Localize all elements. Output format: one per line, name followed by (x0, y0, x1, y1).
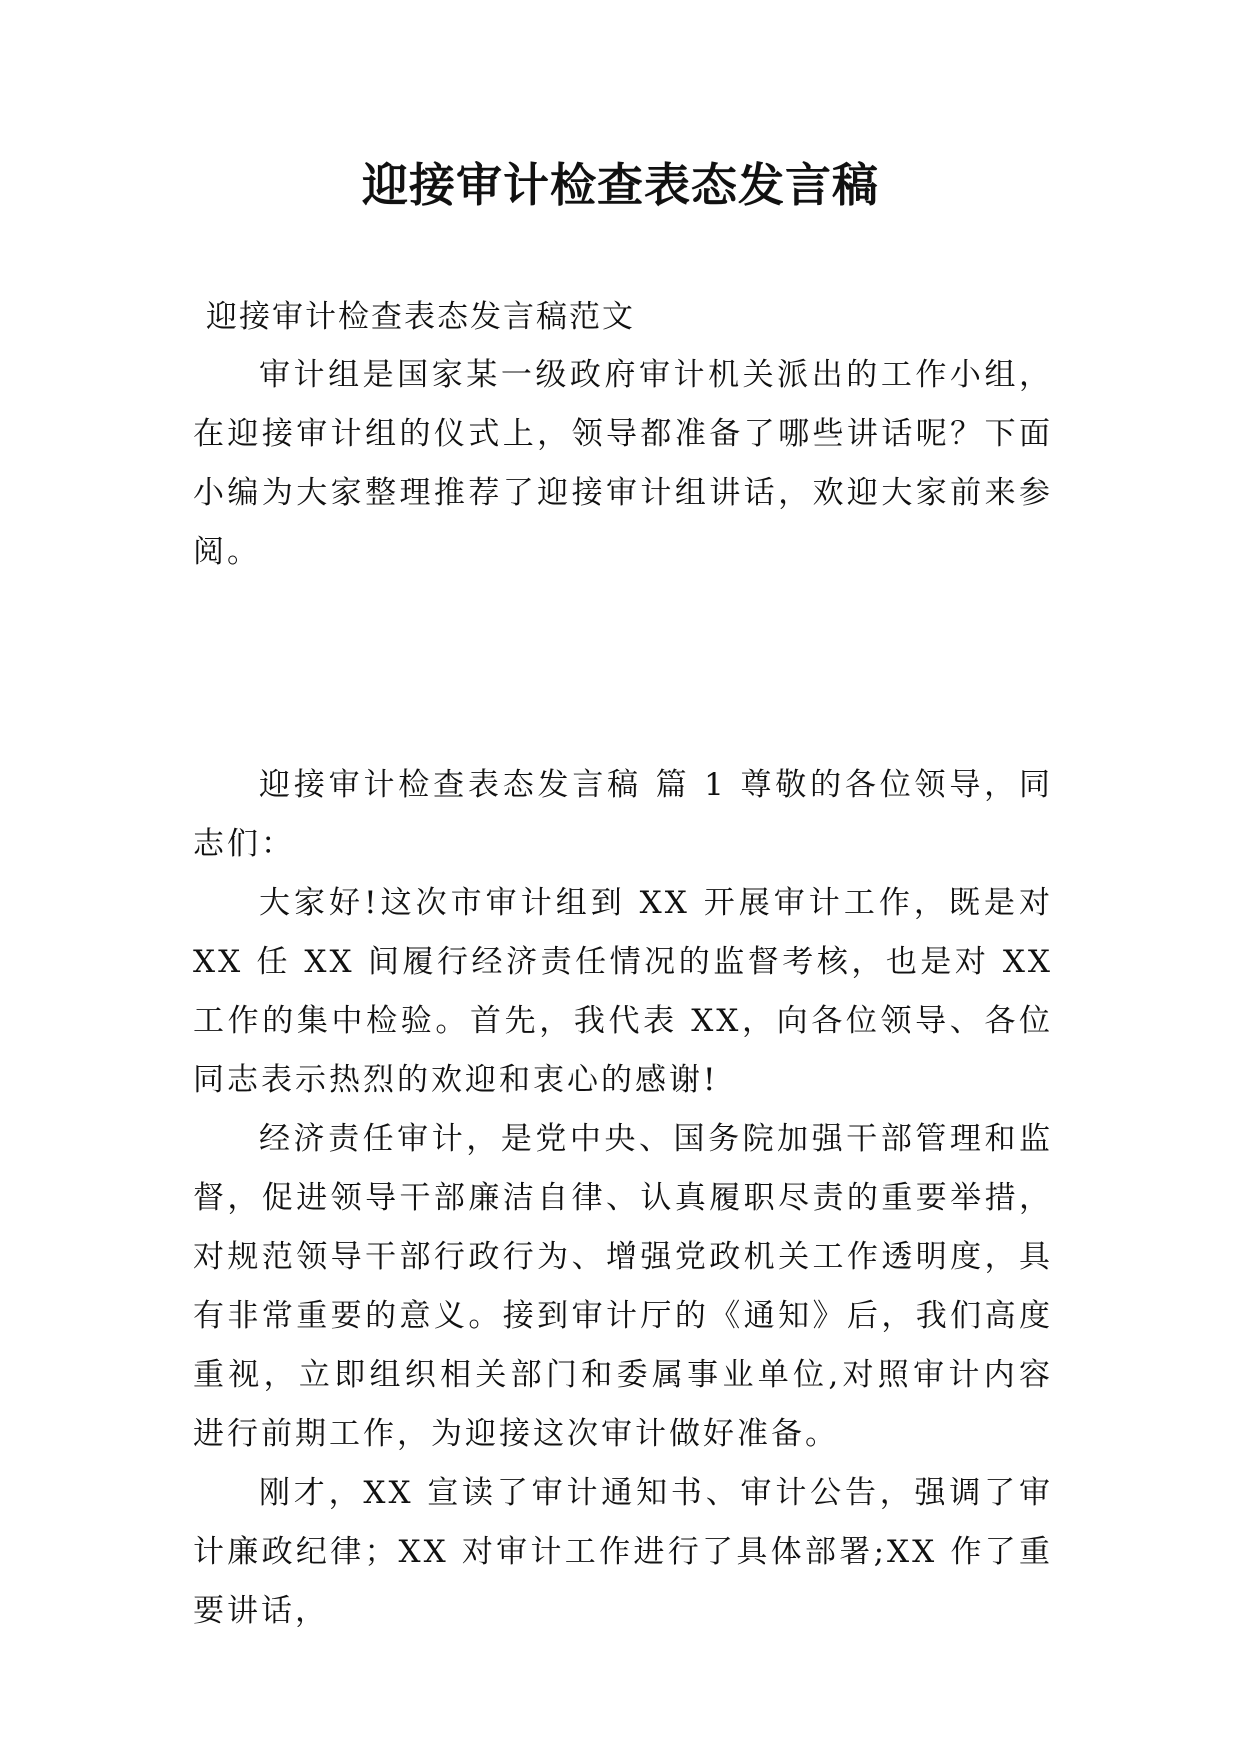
paragraph-heading-greeting: 迎接审计检查表态发言稿 篇 1 尊敬的各位领导，同志们： (193, 767, 1053, 862)
document-subtitle: 迎接审计检查表态发言稿范文 (206, 299, 635, 335)
document-title: 迎接审计检查表态发言稿 (362, 158, 879, 212)
paragraph-briefing: 刚才，XX 宣读了审计通知书、审计公告，强调了审计廉政纪律；XX 对审计工作进行了具体部署;XX 作了重要讲话， (193, 1475, 1053, 1629)
paragraph-welcome: 大家好!这次市审计组到 XX 开展审计工作，既是对 XX 任 XX 间履行经济责任情况的监督考核，也是对 XX 工作的集中检验。首先，我代表 XX，向各位领导、各位同志表示热烈的欢迎和衷心的感谢! (193, 885, 1053, 1098)
intro-paragraph: 审计组是国家某一级政府审计机关派出的工作小组，在迎接审计组的仪式上，领导都准备了哪些讲话呢？下面小编为大家整理推荐了迎接审计组讲话，欢迎大家前来参阅。 (193, 357, 1053, 570)
intro-section (193, 346, 1053, 582)
paragraph-significance: 经济责任审计，是党中央、国务院加强干部管理和监督，促进领导干部廉洁自律、认真履职尽责的重要举措，对规范领导干部行政行为、增强党政机关工作透明度，具有非常重要的意义。接到审计厅的《通知》后，我们高度重视，立即组织相关部门和委属事业单位,对照审计内容进行前期工作，为迎接这次审计做好准备。 (193, 1121, 1053, 1452)
main-section (193, 756, 1053, 1641)
